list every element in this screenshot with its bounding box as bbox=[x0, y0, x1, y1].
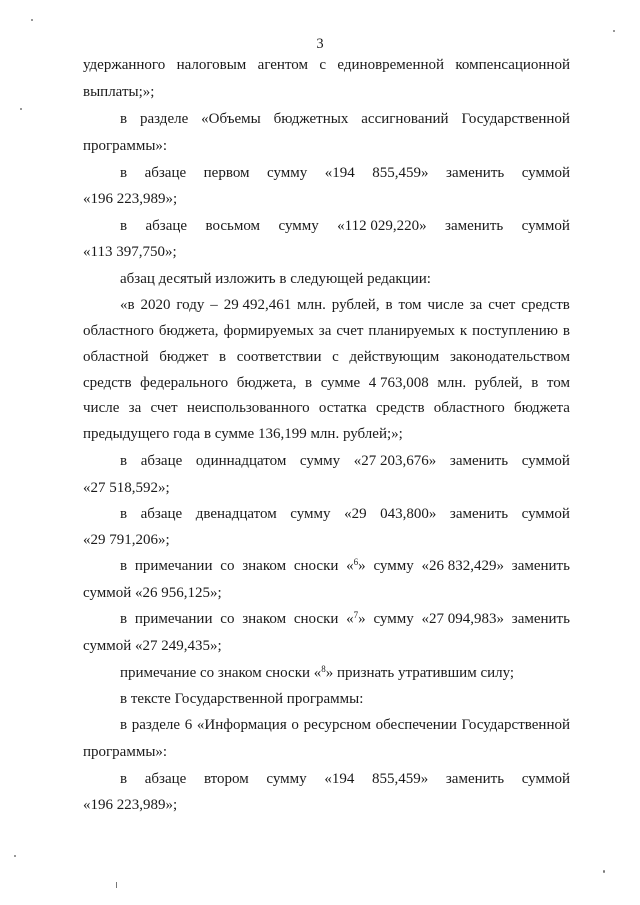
word: единовременной bbox=[337, 57, 445, 73]
word: формируемых bbox=[223, 323, 314, 339]
word: к bbox=[459, 323, 468, 339]
footnote-mark: 8 bbox=[321, 664, 326, 674]
word: сумму bbox=[373, 558, 414, 574]
word: со bbox=[220, 558, 235, 574]
word: ассигнований bbox=[361, 111, 449, 127]
word: абзаце bbox=[140, 506, 183, 522]
word: млн. bbox=[297, 297, 326, 313]
word: областного bbox=[433, 400, 505, 416]
word: счет bbox=[488, 297, 516, 313]
word: счет bbox=[336, 323, 364, 339]
word: – bbox=[210, 297, 218, 313]
text-line bbox=[83, 399, 570, 417]
word: ресурсном bbox=[303, 717, 371, 733]
text-line: программы»: bbox=[83, 744, 168, 760]
word: заменить bbox=[445, 218, 504, 234]
word: сумму bbox=[267, 165, 308, 181]
word: в bbox=[385, 297, 393, 313]
word: агентом bbox=[257, 57, 309, 73]
word: «26 832,429» bbox=[421, 558, 504, 574]
word: в bbox=[120, 771, 128, 787]
word: с bbox=[332, 349, 339, 365]
word: со bbox=[220, 611, 235, 627]
word: 2020 bbox=[140, 297, 171, 313]
text-line bbox=[120, 296, 570, 314]
text-line bbox=[83, 374, 570, 392]
word: втором bbox=[203, 771, 249, 787]
word: знаком bbox=[242, 611, 287, 627]
word: суммой bbox=[521, 218, 570, 234]
word: законодательством bbox=[449, 349, 570, 365]
text-line: суммой «27 249,435»; bbox=[83, 638, 222, 654]
word: в bbox=[219, 349, 227, 365]
word: в bbox=[120, 111, 128, 127]
word: «в bbox=[120, 297, 135, 313]
word: сумму bbox=[278, 218, 319, 234]
word: бюджет bbox=[159, 349, 209, 365]
word: восьмом bbox=[205, 218, 261, 234]
word: «$^6$» bbox=[346, 557, 366, 574]
word: том bbox=[546, 375, 570, 391]
word: заменить bbox=[449, 453, 509, 469]
word: «194 bbox=[324, 165, 355, 181]
word: в bbox=[531, 375, 539, 391]
word: «27 203,676» bbox=[353, 453, 437, 469]
word: сумму bbox=[290, 506, 331, 522]
word: в bbox=[120, 558, 128, 574]
word: за bbox=[469, 297, 483, 313]
word: абзаце bbox=[144, 165, 187, 181]
word: заменить bbox=[446, 165, 505, 181]
word: разделе bbox=[131, 717, 181, 733]
text-line bbox=[83, 56, 570, 74]
text-line: в тексте Государственной программы: bbox=[120, 691, 364, 707]
word: областного bbox=[83, 323, 154, 339]
word: «112 029,220» bbox=[337, 218, 427, 234]
page-number: 3 bbox=[316, 36, 324, 52]
word: 29 492,461 bbox=[223, 297, 292, 313]
word: средств bbox=[375, 400, 425, 416]
word: удержанного bbox=[83, 57, 166, 73]
word: средств bbox=[83, 375, 132, 391]
word: налоговым bbox=[176, 57, 247, 73]
scan-speck bbox=[613, 30, 615, 32]
word: «27 094,983» bbox=[421, 611, 504, 627]
word: году bbox=[176, 297, 205, 313]
word: 855,459» bbox=[371, 771, 429, 787]
text-line bbox=[120, 164, 570, 182]
word: одиннадцатом bbox=[195, 453, 287, 469]
word: «Информация bbox=[196, 717, 287, 733]
word: федерального bbox=[140, 375, 229, 391]
word: знаком bbox=[242, 558, 287, 574]
text-line: абзац десятый изложить в следующей редакции: bbox=[120, 271, 431, 287]
word: «194 bbox=[324, 771, 355, 787]
text-line bbox=[120, 217, 570, 235]
word: сноски bbox=[293, 611, 339, 627]
text-line: программы»: bbox=[83, 138, 168, 154]
text-line bbox=[120, 557, 570, 575]
text-line: предыдущего года в сумме 136,199 млн. рублей;»; bbox=[83, 426, 403, 442]
word: числе bbox=[427, 297, 464, 313]
text-line bbox=[120, 505, 570, 523]
word: суммой bbox=[521, 506, 570, 522]
text-line bbox=[83, 322, 570, 340]
word: счет bbox=[150, 400, 178, 416]
word: абзаце bbox=[144, 771, 187, 787]
word: заменить bbox=[449, 506, 509, 522]
scan-speck bbox=[14, 855, 16, 857]
word: двенадцатом bbox=[195, 506, 277, 522]
word: сумму bbox=[373, 611, 414, 627]
word: млн. bbox=[437, 375, 467, 391]
word: за bbox=[318, 323, 332, 339]
word: суммой bbox=[521, 771, 570, 787]
word: заменить bbox=[511, 611, 570, 627]
text-line bbox=[120, 716, 570, 734]
word: в bbox=[120, 165, 128, 181]
word: сумму bbox=[266, 771, 307, 787]
word: рублей, bbox=[474, 375, 523, 391]
text-line: примечание со знаком сноски «$^8$» признать утратившим силу; bbox=[120, 664, 515, 681]
word: сумме bbox=[320, 375, 361, 391]
word: заменить bbox=[445, 771, 505, 787]
word: действующим bbox=[349, 349, 440, 365]
word: в bbox=[305, 375, 313, 391]
word: том bbox=[398, 297, 422, 313]
text-line: «196 223,989»; bbox=[83, 797, 178, 813]
word: поступлению bbox=[472, 323, 558, 339]
word: соответствии bbox=[236, 349, 322, 365]
word: 855,459» bbox=[372, 165, 429, 181]
word: обеспечении bbox=[375, 717, 457, 733]
word: в bbox=[120, 453, 128, 469]
word: заменить bbox=[511, 558, 570, 574]
word: рублей, bbox=[331, 297, 380, 313]
word: в bbox=[120, 717, 128, 733]
word: в bbox=[120, 218, 128, 234]
word: планируемых bbox=[368, 323, 455, 339]
footnote-mark: 7 bbox=[353, 610, 359, 620]
word: числе bbox=[83, 400, 120, 416]
text-line bbox=[120, 452, 570, 470]
word: остатка bbox=[318, 400, 367, 416]
text-line: «29 791,206»; bbox=[83, 532, 170, 548]
text-line bbox=[83, 348, 570, 366]
word: бюджета, bbox=[158, 323, 219, 339]
word: бюджета bbox=[513, 400, 570, 416]
word: в bbox=[120, 611, 128, 627]
word: первом bbox=[203, 165, 250, 181]
word: сумму bbox=[299, 453, 341, 469]
word: сноски bbox=[293, 558, 339, 574]
text-line bbox=[120, 770, 570, 788]
word: примечании bbox=[134, 558, 213, 574]
scan-speck bbox=[603, 870, 605, 873]
word: областной bbox=[83, 349, 149, 365]
word: бюджета, bbox=[236, 375, 297, 391]
word: за bbox=[128, 400, 142, 416]
word: средств bbox=[521, 297, 570, 313]
word: «Объемы bbox=[201, 111, 261, 127]
word: в bbox=[562, 323, 570, 339]
word: неиспользованного bbox=[186, 400, 310, 416]
word: абзаце bbox=[140, 453, 183, 469]
scan-speck bbox=[31, 19, 33, 21]
text-line: «27 518,592»; bbox=[83, 480, 170, 496]
word: о bbox=[291, 717, 299, 733]
word: в bbox=[120, 506, 128, 522]
footnote-mark: 6 bbox=[353, 557, 359, 567]
text-line: суммой «26 956,125»; bbox=[83, 585, 222, 601]
word: Государственной bbox=[461, 717, 570, 733]
text-line: «113 397,750»; bbox=[83, 244, 177, 260]
word: бюджетных bbox=[273, 111, 349, 127]
text-line bbox=[120, 610, 570, 628]
word: компенсационной bbox=[455, 57, 570, 73]
scan-speck bbox=[116, 882, 117, 888]
word: «29 bbox=[344, 506, 367, 522]
word: 6 bbox=[184, 717, 193, 733]
text-line: выплаты;»; bbox=[83, 84, 155, 100]
word: 043,800» bbox=[380, 506, 437, 522]
word: разделе bbox=[140, 111, 189, 127]
word: «$^7$» bbox=[346, 610, 366, 627]
word: с bbox=[319, 57, 327, 73]
word: примечании bbox=[134, 611, 213, 627]
scan-speck bbox=[20, 108, 22, 110]
word: абзаце bbox=[145, 218, 188, 234]
word: Государственной bbox=[461, 111, 570, 127]
text-line: «196 223,989»; bbox=[83, 191, 178, 207]
word: суммой bbox=[521, 453, 570, 469]
text-line bbox=[120, 110, 570, 128]
word: 4 763,008 bbox=[368, 375, 429, 391]
word: суммой bbox=[521, 165, 570, 181]
